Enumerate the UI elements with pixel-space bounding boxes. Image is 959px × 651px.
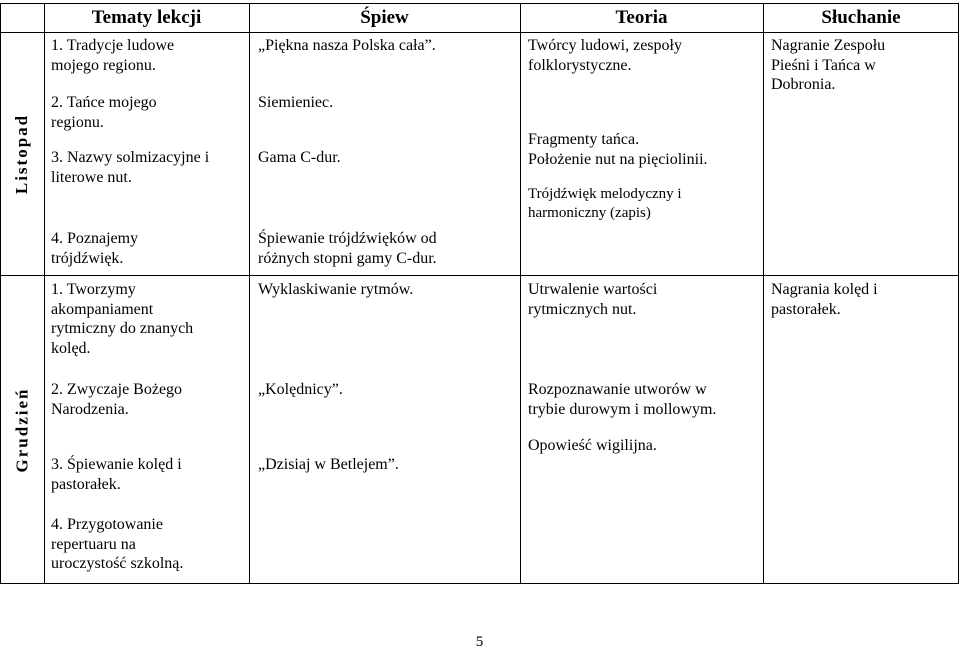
listopad-temat-3: 3. Nazwy solmizacyjne i literowe nut. bbox=[51, 149, 210, 186]
grudzien-teoria-2: Rozpoznawanie utworów w trybie durowym i mollowym. bbox=[528, 381, 717, 418]
col-divider-4 bbox=[763, 3, 764, 584]
listopad-teoria-3: Trójdźwięk melodyczny i harmoniczny (zapis) bbox=[528, 186, 682, 221]
col-divider-3 bbox=[520, 3, 521, 584]
grudzien-teoria-1: Utrwalenie wartości rytmicznych nut. bbox=[528, 281, 658, 318]
header-sluchanie: Słuchanie bbox=[821, 7, 901, 28]
grudzien-temat-4: 4. Przygotowanie repertuaru na uroczystość szkolną. bbox=[51, 516, 184, 572]
col-divider-1 bbox=[44, 3, 45, 584]
month-grudzien bbox=[0, 276, 44, 583]
month-listopad bbox=[0, 33, 44, 275]
header-tematy: Tematy lekcji bbox=[91, 7, 202, 28]
col-divider-2 bbox=[249, 3, 250, 584]
page-number: 5 bbox=[475, 634, 484, 650]
listopad-teoria-2: Fragmenty tańca. Położenie nut na pięciolinii. bbox=[528, 131, 708, 168]
listopad-spiew-3: Gama C-dur. bbox=[258, 149, 341, 166]
month-listopad-label: Listopad bbox=[12, 113, 31, 195]
grudzien-temat-2: 2. Zwyczaje Bożego Narodzenia. bbox=[51, 381, 183, 418]
listopad-temat-1: 1. Tradycje ludowe mojego regionu. bbox=[51, 37, 175, 74]
grudzien-sluchanie-1: Nagrania kolęd i pastorałek. bbox=[771, 281, 878, 318]
header-divider bbox=[0, 32, 959, 33]
listopad-spiew-4: Śpiewanie trójdźwięków od różnych stopni gamy C-dur. bbox=[258, 230, 437, 267]
grudzien-teoria-3: Opowieść wigilijna. bbox=[528, 437, 657, 454]
header-teoria: Teoria bbox=[615, 7, 668, 28]
grudzien-spiew-1: Wyklaskiwanie rytmów. bbox=[258, 281, 414, 298]
grudzien-spiew-3: „Dzisiaj w Betlejem”. bbox=[258, 456, 399, 473]
listopad-temat-4: 4. Poznajemy trójdźwięk. bbox=[51, 230, 139, 267]
month-grudzien-label: Grudzień bbox=[12, 387, 32, 472]
listopad-spiew-1: „Piękna nasza Polska cała”. bbox=[258, 37, 436, 54]
month-divider bbox=[0, 275, 959, 276]
grudzien-spiew-2: „Kolędnicy”. bbox=[258, 381, 343, 398]
listopad-teoria-1: Twórcy ludowi, zespoły folklorystyczne. bbox=[528, 37, 682, 74]
listopad-sluchanie-1: Nagranie Zespołu Pieśni i Tańca w Dobronia. bbox=[771, 37, 886, 93]
header-spiew: Śpiew bbox=[360, 7, 409, 28]
grudzien-temat-3: 3. Śpiewanie kolęd i pastorałek. bbox=[51, 456, 182, 493]
listopad-spiew-2: Siemieniec. bbox=[258, 94, 334, 111]
table-border-bottom bbox=[0, 583, 959, 584]
listopad-temat-2: 2. Tańce mojego regionu. bbox=[51, 94, 157, 131]
grudzien-temat-1: 1. Tworzymy akompaniament rytmiczny do znanych kolęd. bbox=[51, 281, 194, 357]
